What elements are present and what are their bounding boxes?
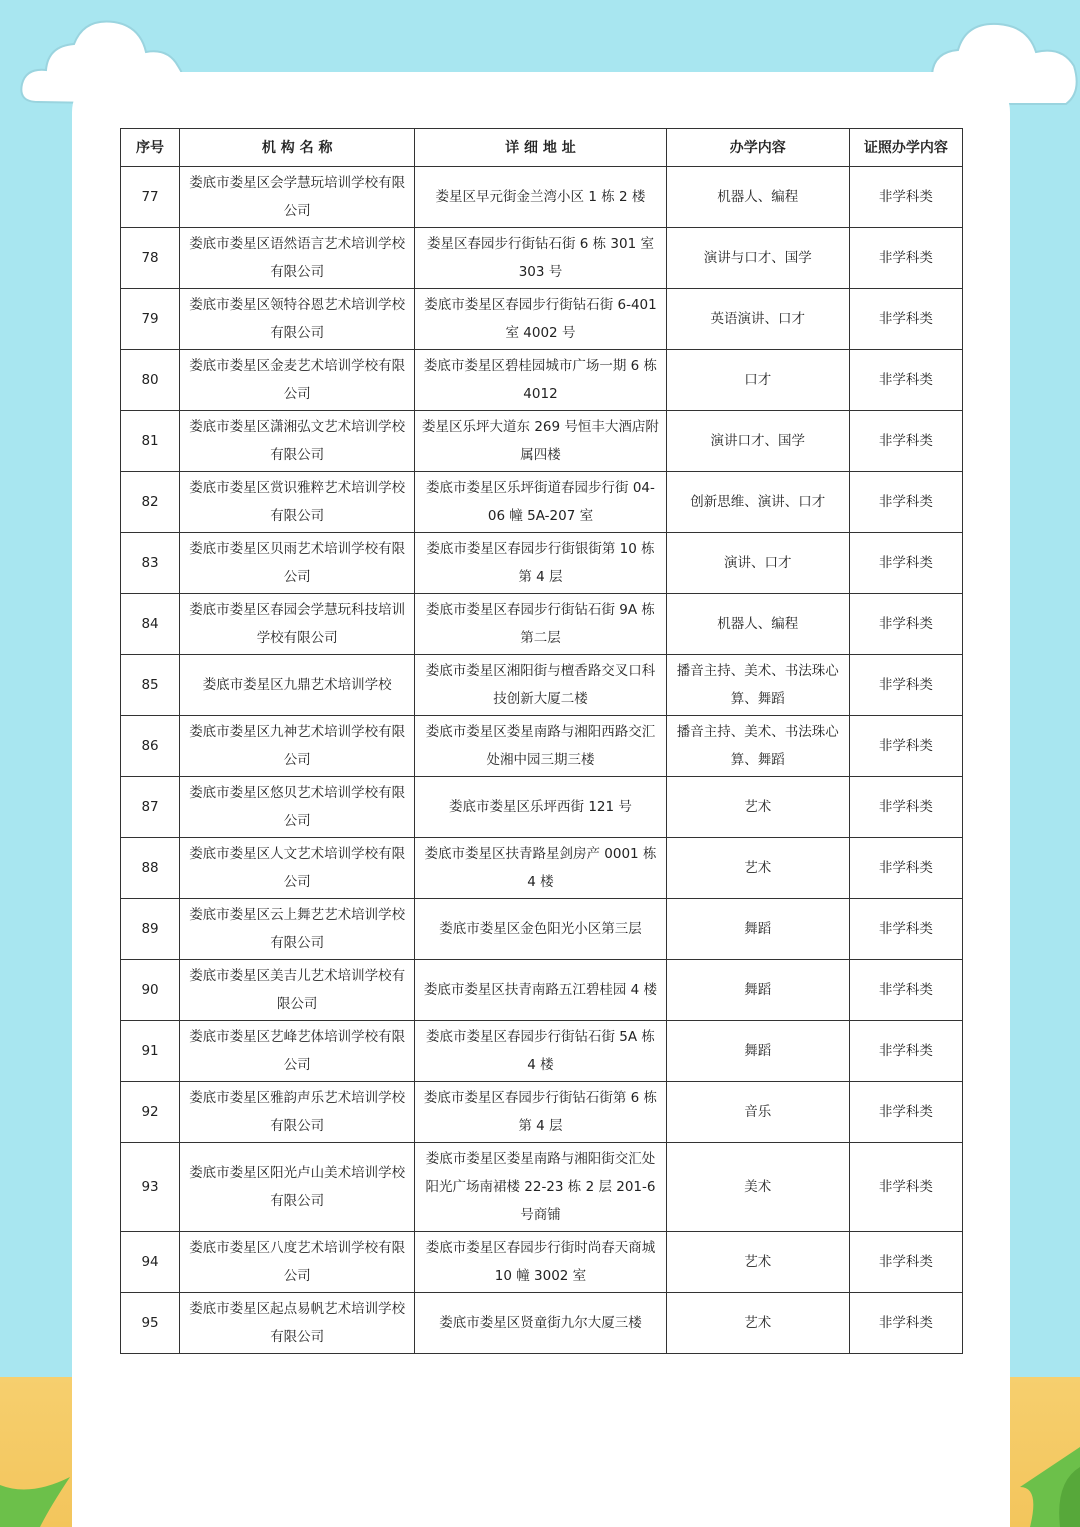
cell-name: 娄底市娄星区悠贝艺术培训学校有限公司 — [180, 777, 415, 838]
cell-address: 娄底市娄星区春园步行街钻石街 5A 栋 4 楼 — [415, 1021, 666, 1082]
table-row — [121, 777, 963, 838]
cell-name: 娄底市娄星区潇湘弘文艺术培训学校有限公司 — [180, 411, 415, 472]
table-row — [121, 167, 963, 228]
table-row — [121, 838, 963, 899]
cell-address: 娄星区春园步行街钻石街 6 栋 301 室 303 号 — [415, 228, 666, 289]
table-row — [121, 1293, 963, 1354]
cell-content: 演讲口才、国学 — [666, 411, 849, 472]
cell-license-content: 非学科类 — [849, 533, 962, 594]
cell-serial: 80 — [121, 350, 180, 411]
cell-serial: 87 — [121, 777, 180, 838]
cell-serial: 90 — [121, 960, 180, 1021]
cell-serial: 81 — [121, 411, 180, 472]
table-row — [121, 350, 963, 411]
cell-serial: 83 — [121, 533, 180, 594]
cell-serial: 94 — [121, 1232, 180, 1293]
cell-address: 娄底市娄星区春园步行街时尚春天商城 10 幢 3002 室 — [415, 1232, 666, 1293]
cell-license-content: 非学科类 — [849, 228, 962, 289]
cell-license-content: 非学科类 — [849, 289, 962, 350]
table-row — [121, 289, 963, 350]
cell-name: 娄底市娄星区九鼎艺术培训学校 — [180, 655, 415, 716]
cell-content: 口才 — [666, 350, 849, 411]
cell-serial: 91 — [121, 1021, 180, 1082]
cell-license-content: 非学科类 — [849, 1143, 962, 1232]
cell-name: 娄底市娄星区语然语言艺术培训学校有限公司 — [180, 228, 415, 289]
cell-name: 娄底市娄星区云上舞艺艺术培训学校有限公司 — [180, 899, 415, 960]
cell-address: 娄底市娄星区扶青路星剑房产 0001 栋 4 楼 — [415, 838, 666, 899]
cell-name: 娄底市娄星区赏识雅粹艺术培训学校有限公司 — [180, 472, 415, 533]
cell-address: 娄星区早元街金兰湾小区 1 栋 2 楼 — [415, 167, 666, 228]
cell-content: 舞蹈 — [666, 1021, 849, 1082]
cell-name: 娄底市娄星区美吉儿艺术培训学校有限公司 — [180, 960, 415, 1021]
cell-content: 艺术 — [666, 838, 849, 899]
cell-name: 娄底市娄星区人文艺术培训学校有限公司 — [180, 838, 415, 899]
cell-address: 娄星区乐坪大道东 269 号恒丰大酒店附属四楼 — [415, 411, 666, 472]
cell-name: 娄底市娄星区九神艺术培训学校有限公司 — [180, 716, 415, 777]
table-body — [121, 167, 963, 1354]
cell-content: 演讲、口才 — [666, 533, 849, 594]
table-header-row — [121, 129, 963, 167]
table-row — [121, 411, 963, 472]
cell-serial: 95 — [121, 1293, 180, 1354]
cell-address: 娄底市娄星区春园步行街银街第 10 栋第 4 层 — [415, 533, 666, 594]
cell-name: 娄底市娄星区八度艺术培训学校有限公司 — [180, 1232, 415, 1293]
cell-name: 娄底市娄星区金麦艺术培训学校有限公司 — [180, 350, 415, 411]
cell-license-content: 非学科类 — [849, 716, 962, 777]
cell-serial: 85 — [121, 655, 180, 716]
cell-license-content: 非学科类 — [849, 1082, 962, 1143]
cell-content: 机器人、编程 — [666, 594, 849, 655]
cell-name: 娄底市娄星区艺峰艺体培训学校有限公司 — [180, 1021, 415, 1082]
cell-content: 播音主持、美术、书法珠心算、舞蹈 — [666, 716, 849, 777]
header-license-content: 证照办学内容 — [849, 129, 962, 167]
cell-address: 娄底市娄星区春园步行街钻石街 6-401 室 4002 号 — [415, 289, 666, 350]
cell-serial: 92 — [121, 1082, 180, 1143]
cell-license-content: 非学科类 — [849, 472, 962, 533]
cell-content: 播音主持、美术、书法珠心算、舞蹈 — [666, 655, 849, 716]
cell-address: 娄底市娄星区碧桂园城市广场一期 6 栋 4012 — [415, 350, 666, 411]
cell-name: 娄底市娄星区领特谷恩艺术培训学校有限公司 — [180, 289, 415, 350]
cell-license-content: 非学科类 — [849, 777, 962, 838]
cell-name: 娄底市娄星区会学慧玩培训学校有限公司 — [180, 167, 415, 228]
table-row — [121, 899, 963, 960]
cell-name: 娄底市娄星区春园会学慧玩科技培训学校有限公司 — [180, 594, 415, 655]
header-name: 机 构 名 称 — [180, 129, 415, 167]
institution-table — [120, 128, 963, 1354]
cell-content: 艺术 — [666, 1232, 849, 1293]
cell-address: 娄底市娄星区金色阳光小区第三层 — [415, 899, 666, 960]
table-row — [121, 1143, 963, 1232]
table-row — [121, 472, 963, 533]
cell-content: 音乐 — [666, 1082, 849, 1143]
cell-license-content: 非学科类 — [849, 1021, 962, 1082]
cell-serial: 84 — [121, 594, 180, 655]
table-row — [121, 655, 963, 716]
cell-content: 创新思维、演讲、口才 — [666, 472, 849, 533]
header-serial: 序号 — [121, 129, 180, 167]
cell-license-content: 非学科类 — [849, 960, 962, 1021]
cell-name: 娄底市娄星区雅韵声乐艺术培训学校有限公司 — [180, 1082, 415, 1143]
table-row — [121, 1232, 963, 1293]
header-address: 详 细 地 址 — [415, 129, 666, 167]
table-row — [121, 594, 963, 655]
cell-serial: 77 — [121, 167, 180, 228]
cell-license-content: 非学科类 — [849, 594, 962, 655]
cell-address: 娄底市娄星区春园步行街钻石街第 6 栋第 4 层 — [415, 1082, 666, 1143]
cell-license-content: 非学科类 — [849, 167, 962, 228]
cell-content: 美术 — [666, 1143, 849, 1232]
cell-content: 机器人、编程 — [666, 167, 849, 228]
grass-right-icon — [960, 1447, 1080, 1527]
cell-address: 娄底市娄星区娄星南路与湘阳西路交汇处湘中园三期三楼 — [415, 716, 666, 777]
cell-name: 娄底市娄星区贝雨艺术培训学校有限公司 — [180, 533, 415, 594]
cell-name: 娄底市娄星区阳光卢山美术培训学校有限公司 — [180, 1143, 415, 1232]
cell-address: 娄底市娄星区贤童街九尔大厦三楼 — [415, 1293, 666, 1354]
cell-serial: 89 — [121, 899, 180, 960]
table-row — [121, 228, 963, 289]
table-row — [121, 1021, 963, 1082]
cell-license-content: 非学科类 — [849, 411, 962, 472]
table-row — [121, 1082, 963, 1143]
cell-name: 娄底市娄星区起点易帆艺术培训学校有限公司 — [180, 1293, 415, 1354]
cell-serial: 86 — [121, 716, 180, 777]
cell-content: 艺术 — [666, 1293, 849, 1354]
cell-license-content: 非学科类 — [849, 838, 962, 899]
cell-license-content: 非学科类 — [849, 350, 962, 411]
cell-serial: 79 — [121, 289, 180, 350]
cell-serial: 93 — [121, 1143, 180, 1232]
table-row — [121, 533, 963, 594]
cell-license-content: 非学科类 — [849, 899, 962, 960]
header-content: 办学内容 — [666, 129, 849, 167]
cell-address: 娄底市娄星区乐坪街道春园步行街 04-06 幢 5A-207 室 — [415, 472, 666, 533]
cell-address: 娄底市娄星区春园步行街钻石街 9A 栋第二层 — [415, 594, 666, 655]
cell-content: 英语演讲、口才 — [666, 289, 849, 350]
cell-license-content: 非学科类 — [849, 1293, 962, 1354]
cell-address: 娄底市娄星区乐坪西街 121 号 — [415, 777, 666, 838]
cell-address: 娄底市娄星区扶青南路五江碧桂园 4 楼 — [415, 960, 666, 1021]
cell-content: 舞蹈 — [666, 960, 849, 1021]
cell-address: 娄底市娄星区湘阳街与檀香路交叉口科技创新大厦二楼 — [415, 655, 666, 716]
cell-content: 演讲与口才、国学 — [666, 228, 849, 289]
table-row — [121, 960, 963, 1021]
grass-left-icon — [0, 1467, 90, 1527]
cell-content: 舞蹈 — [666, 899, 849, 960]
cell-serial: 78 — [121, 228, 180, 289]
cell-serial: 82 — [121, 472, 180, 533]
cell-content: 艺术 — [666, 777, 849, 838]
cell-serial: 88 — [121, 838, 180, 899]
cell-address: 娄底市娄星区娄星南路与湘阳街交汇处阳光广场南裙楼 22-23 栋 2 层 201-6 号商铺 — [415, 1143, 666, 1232]
table-row — [121, 716, 963, 777]
cell-license-content: 非学科类 — [849, 1232, 962, 1293]
cell-license-content: 非学科类 — [849, 655, 962, 716]
